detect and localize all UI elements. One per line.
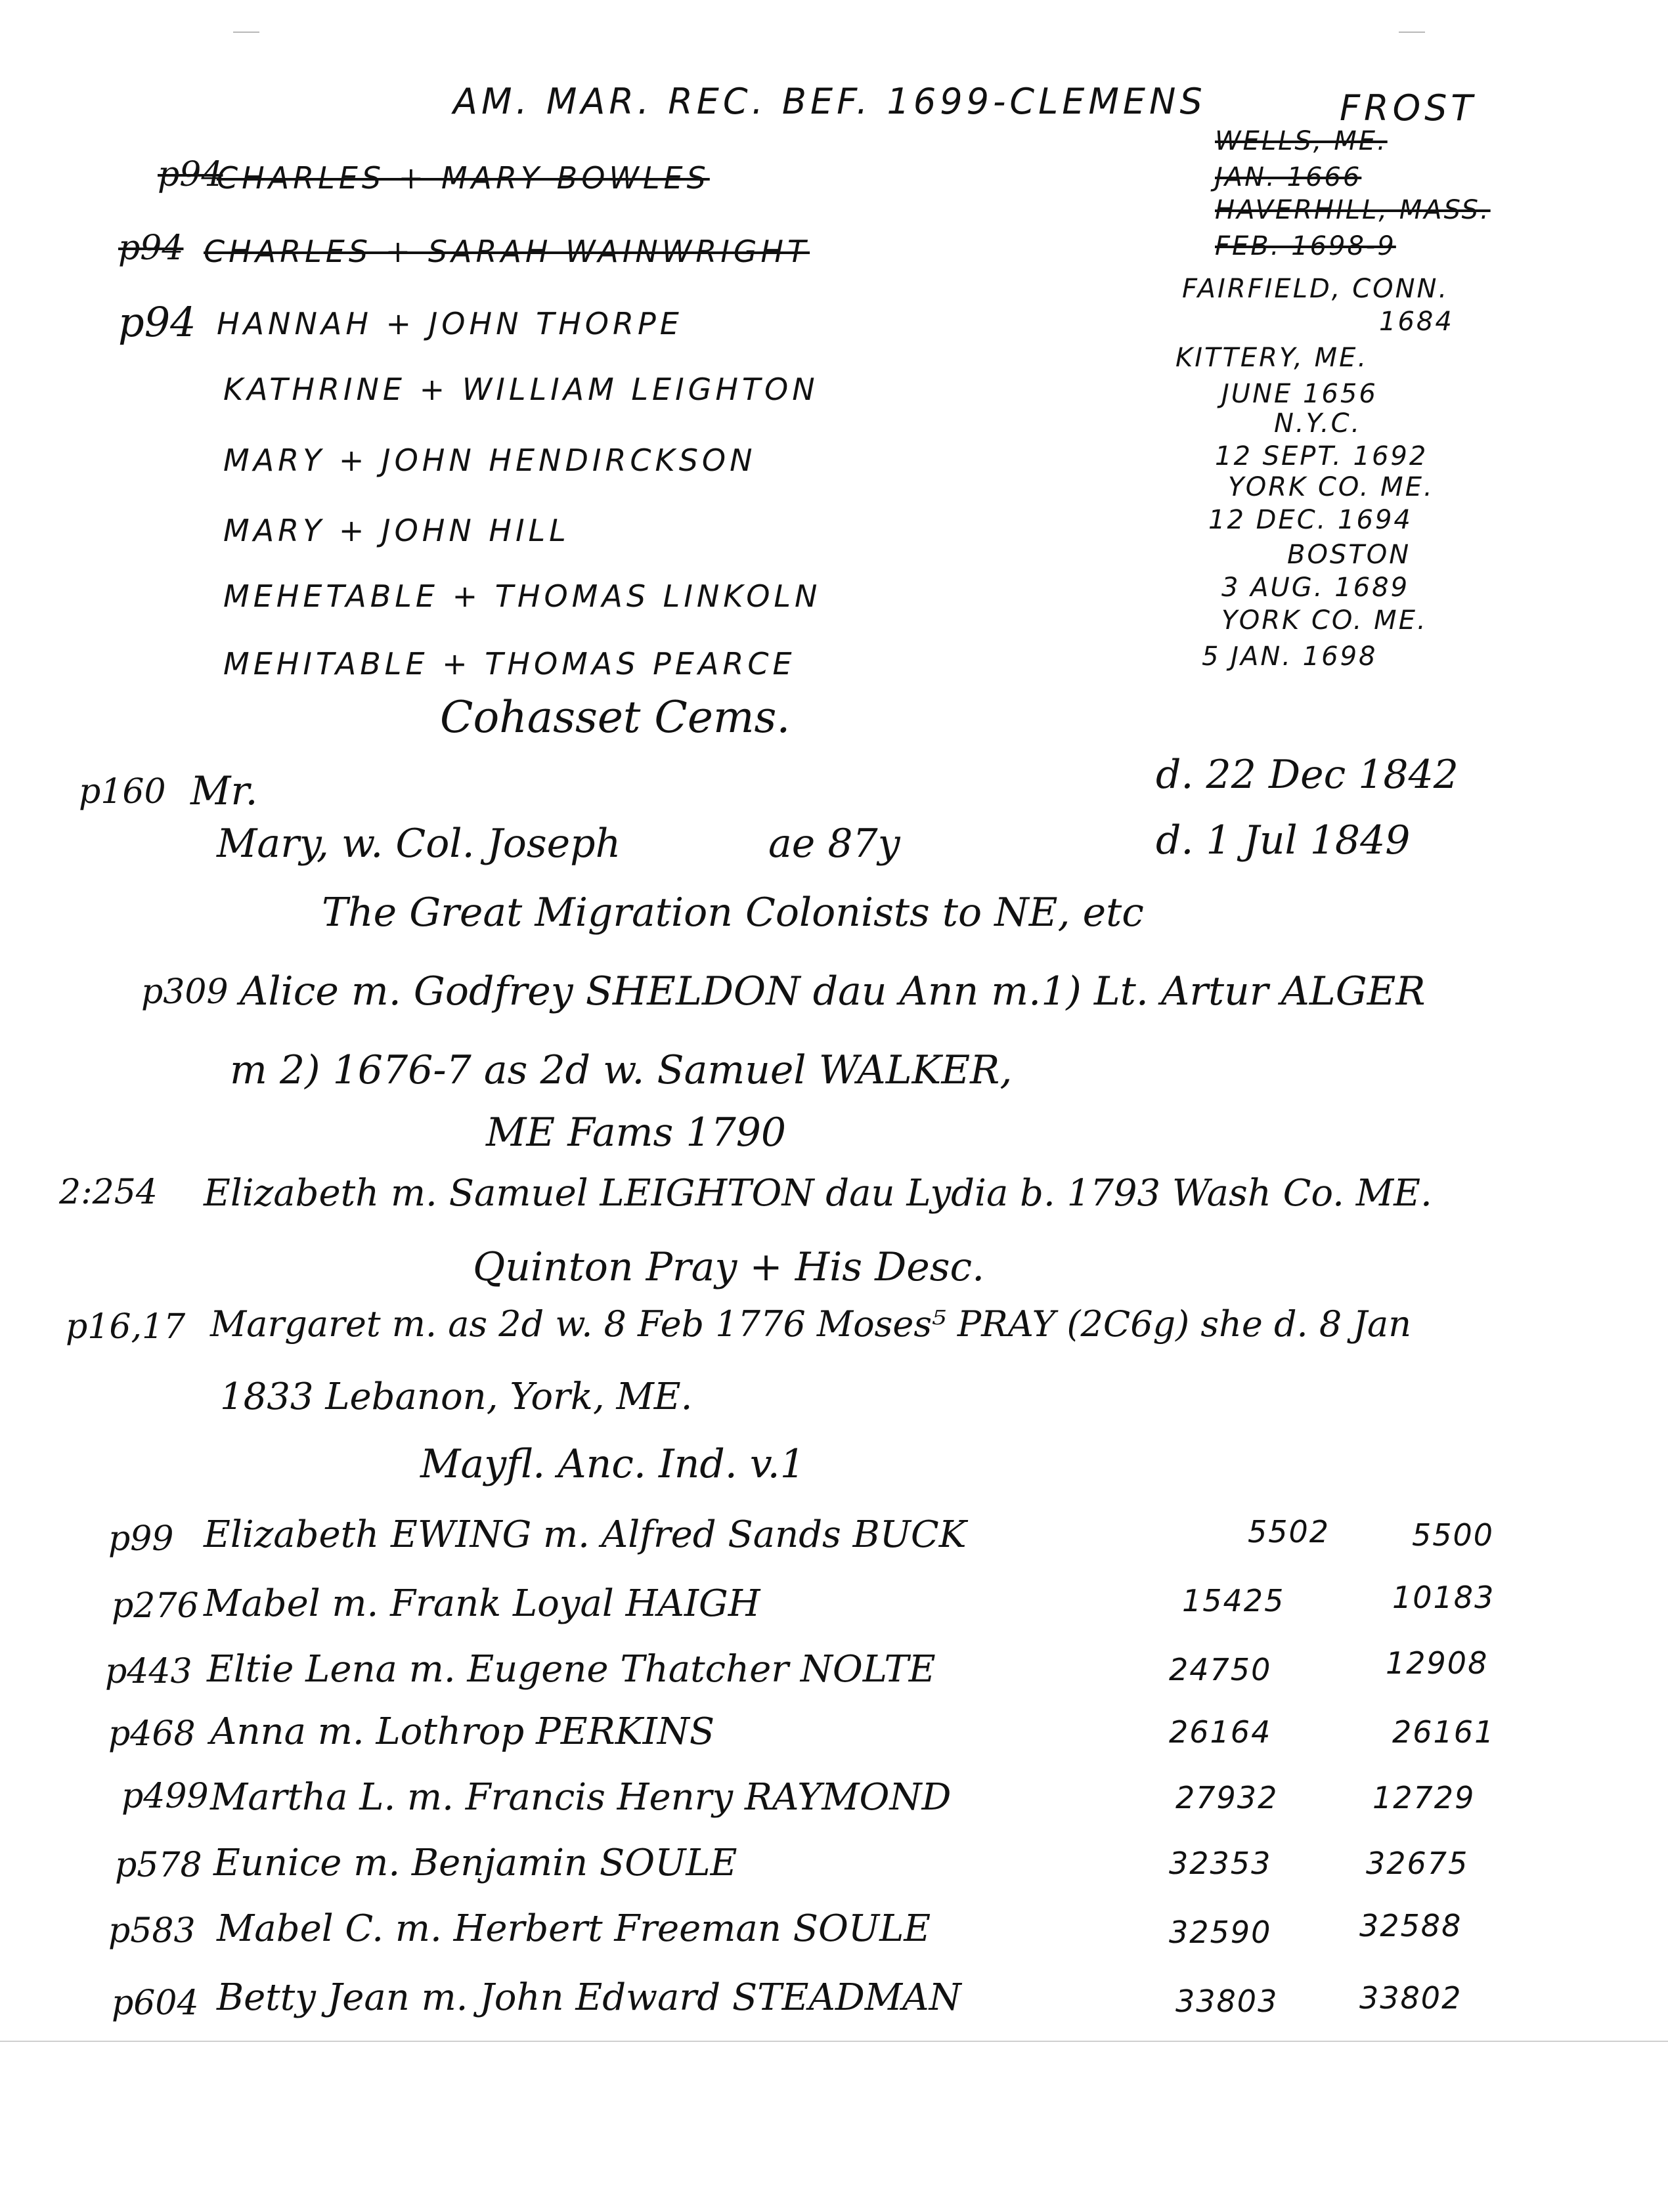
row-n2-buck: 5500 <box>1412 1517 1495 1553</box>
row-n1-nolte: 24750 <box>1169 1652 1272 1687</box>
struck-entry-2: CHARLES + SARAH WAINWRIGHT <box>204 234 810 269</box>
entry-kathrine-leighton: KATHRINE + WILLIAM LEIGHTON <box>223 372 819 407</box>
date-d-1-jul-1849: d. 1 Jul 1849 <box>1156 817 1411 863</box>
row-n2-raymond: 12729 <box>1372 1780 1476 1815</box>
row-n1-soule-herbert: 32590 <box>1169 1915 1272 1950</box>
row-n2-soule-herbert: 32588 <box>1359 1908 1462 1943</box>
entry-mr: Mr. <box>190 768 258 814</box>
row-ref-p443: p443 <box>105 1652 192 1691</box>
section4-ref: 2:254 <box>59 1173 158 1212</box>
place-kittery: KITTERY, ME. <box>1175 343 1369 373</box>
entry-mary-hill: MARY + JOHN HILL <box>223 513 570 548</box>
section3-ref: p309 <box>141 972 229 1012</box>
bottom-scan-edge <box>0 2041 1668 2042</box>
section5-heading: Quinton Pray + His Desc. <box>473 1244 985 1290</box>
page-title: AM. MAR. REC. BEF. 1699-CLEMENS <box>453 81 1206 122</box>
row-text-nolte: Eltie Lena m. Eugene Thatcher NOLTE <box>207 1648 936 1691</box>
row-text-raymond: Martha L. m. Francis Henry RAYMOND <box>210 1776 952 1819</box>
section2-heading: Cohasset Cems. <box>440 692 791 743</box>
section4-heading: ME Fams 1790 <box>486 1110 787 1156</box>
struck-ref-1: p94 <box>158 155 223 194</box>
row-n2-nolte: 12908 <box>1386 1645 1489 1681</box>
surname-heading: FROST <box>1340 87 1477 129</box>
row-text-steadman: Betty Jean m. John Edward STEADMAN <box>217 1976 961 2019</box>
date-1684: 1684 <box>1379 307 1454 337</box>
row-n1-haigh: 15425 <box>1182 1583 1285 1618</box>
struck-ref-2: p94 <box>118 228 184 268</box>
date-3-aug-1689: 3 AUG. 1689 <box>1221 573 1410 603</box>
struck-entry-1: CHARLES + MARY BOWLES <box>217 160 710 196</box>
entry-mehetable-linkoln: MEHETABLE + THOMAS LINKOLN <box>223 578 822 614</box>
place-boston: BOSTON <box>1287 540 1411 570</box>
row-n2-haigh: 10183 <box>1392 1580 1495 1615</box>
row-n1-buck: 5502 <box>1248 1514 1330 1550</box>
section3-heading: The Great Migration Colonists to NE, etc <box>322 890 1144 936</box>
row-text-soule-benjamin: Eunice m. Benjamin SOULE <box>213 1842 737 1884</box>
row-ref-p276: p276 <box>112 1586 199 1626</box>
entry-elizabeth-leighton: Elizabeth m. Samuel LEIGHTON dau Lydia b. 1793 Wash Co. ME. <box>204 1172 1432 1215</box>
row-ref-p499: p499 <box>121 1777 209 1816</box>
entry-mehitable-pearce: MEHITABLE + THOMAS PEARCE <box>223 646 796 682</box>
section6-heading: Mayfl. Anc. Ind. v.1 <box>420 1441 805 1487</box>
row-n2-steadman: 33802 <box>1359 1980 1462 2016</box>
struck-place-3: HAVERHILL, MASS. <box>1215 195 1491 225</box>
entry-margaret-pray: Margaret m. as 2d w. 8 Feb 1776 Moses⁵ PRAY (2C6g) she d. 8 Jan <box>210 1303 1412 1345</box>
date-12-sept-1692: 12 SEPT. 1692 <box>1215 441 1428 471</box>
entry-mary-col-joseph: Mary, w. Col. Joseph <box>217 821 621 867</box>
entry-alice-sheldon: Alice m. Godfrey SHELDON dau Ann m.1) Lt. Artur ALGER <box>240 968 1426 1014</box>
row-ref-p578: p578 <box>115 1846 202 1885</box>
row-n2-perkins: 26161 <box>1392 1714 1495 1750</box>
section2-ref: p160 <box>79 772 166 812</box>
row-text-buck: Elizabeth EWING m. Alfred Sands BUCK <box>204 1513 967 1556</box>
place-york-co-2: YORK CO. ME. <box>1221 605 1428 636</box>
date-12-dec-1694: 12 DEC. 1694 <box>1208 505 1413 535</box>
row-ref-p99: p99 <box>108 1519 174 1559</box>
scan-mark-top-left <box>233 32 259 33</box>
entry-alice-walker: m 2) 1676-7 as 2d w. Samuel WALKER, <box>230 1047 1013 1093</box>
section1-ref: p94 <box>118 298 196 346</box>
entry-hannah-thorpe: HANNAH + JOHN THORPE <box>217 306 683 341</box>
place-york-co-1: YORK CO. ME. <box>1228 472 1434 502</box>
date-d-22-dec-1842: d. 22 Dec 1842 <box>1156 752 1459 798</box>
row-n1-raymond: 27932 <box>1175 1780 1279 1815</box>
place-nyc: N.Y.C. <box>1274 408 1362 439</box>
row-ref-p468: p468 <box>108 1714 196 1754</box>
section5-ref: p16,17 <box>66 1307 186 1347</box>
row-text-perkins: Anna m. Lothrop PERKINS <box>210 1710 715 1753</box>
row-text-soule-herbert: Mabel C. m. Herbert Freeman SOULE <box>217 1907 931 1950</box>
row-n2-soule-benjamin: 32675 <box>1366 1846 1469 1881</box>
row-n1-perkins: 26164 <box>1169 1714 1272 1750</box>
row-n1-soule-benjamin: 32353 <box>1169 1846 1272 1881</box>
struck-place-2: JAN. 1666 <box>1215 162 1362 192</box>
row-n1-steadman: 33803 <box>1175 1984 1279 2019</box>
entry-margaret-pray-2: 1833 Lebanon, York, ME. <box>220 1376 693 1418</box>
scan-mark-top-right <box>1399 32 1425 33</box>
entry-mary-hendirckson: MARY + JOHN HENDIRCKSON <box>223 443 757 478</box>
struck-place-4: FEB. 1698-9 <box>1215 231 1396 261</box>
date-june-1656: JUNE 1656 <box>1221 379 1378 409</box>
row-text-haigh: Mabel m. Frank Loyal HAIGH <box>204 1582 760 1625</box>
date-5-jan-1698: 5 JAN. 1698 <box>1202 641 1378 672</box>
row-ref-p583: p583 <box>108 1911 196 1951</box>
age-note: ae 87y <box>768 821 900 867</box>
struck-place-1: WELLS, ME. <box>1215 126 1388 156</box>
row-ref-p604: p604 <box>112 1984 199 2023</box>
place-fairfield: FAIRFIELD, CONN. <box>1182 274 1449 304</box>
